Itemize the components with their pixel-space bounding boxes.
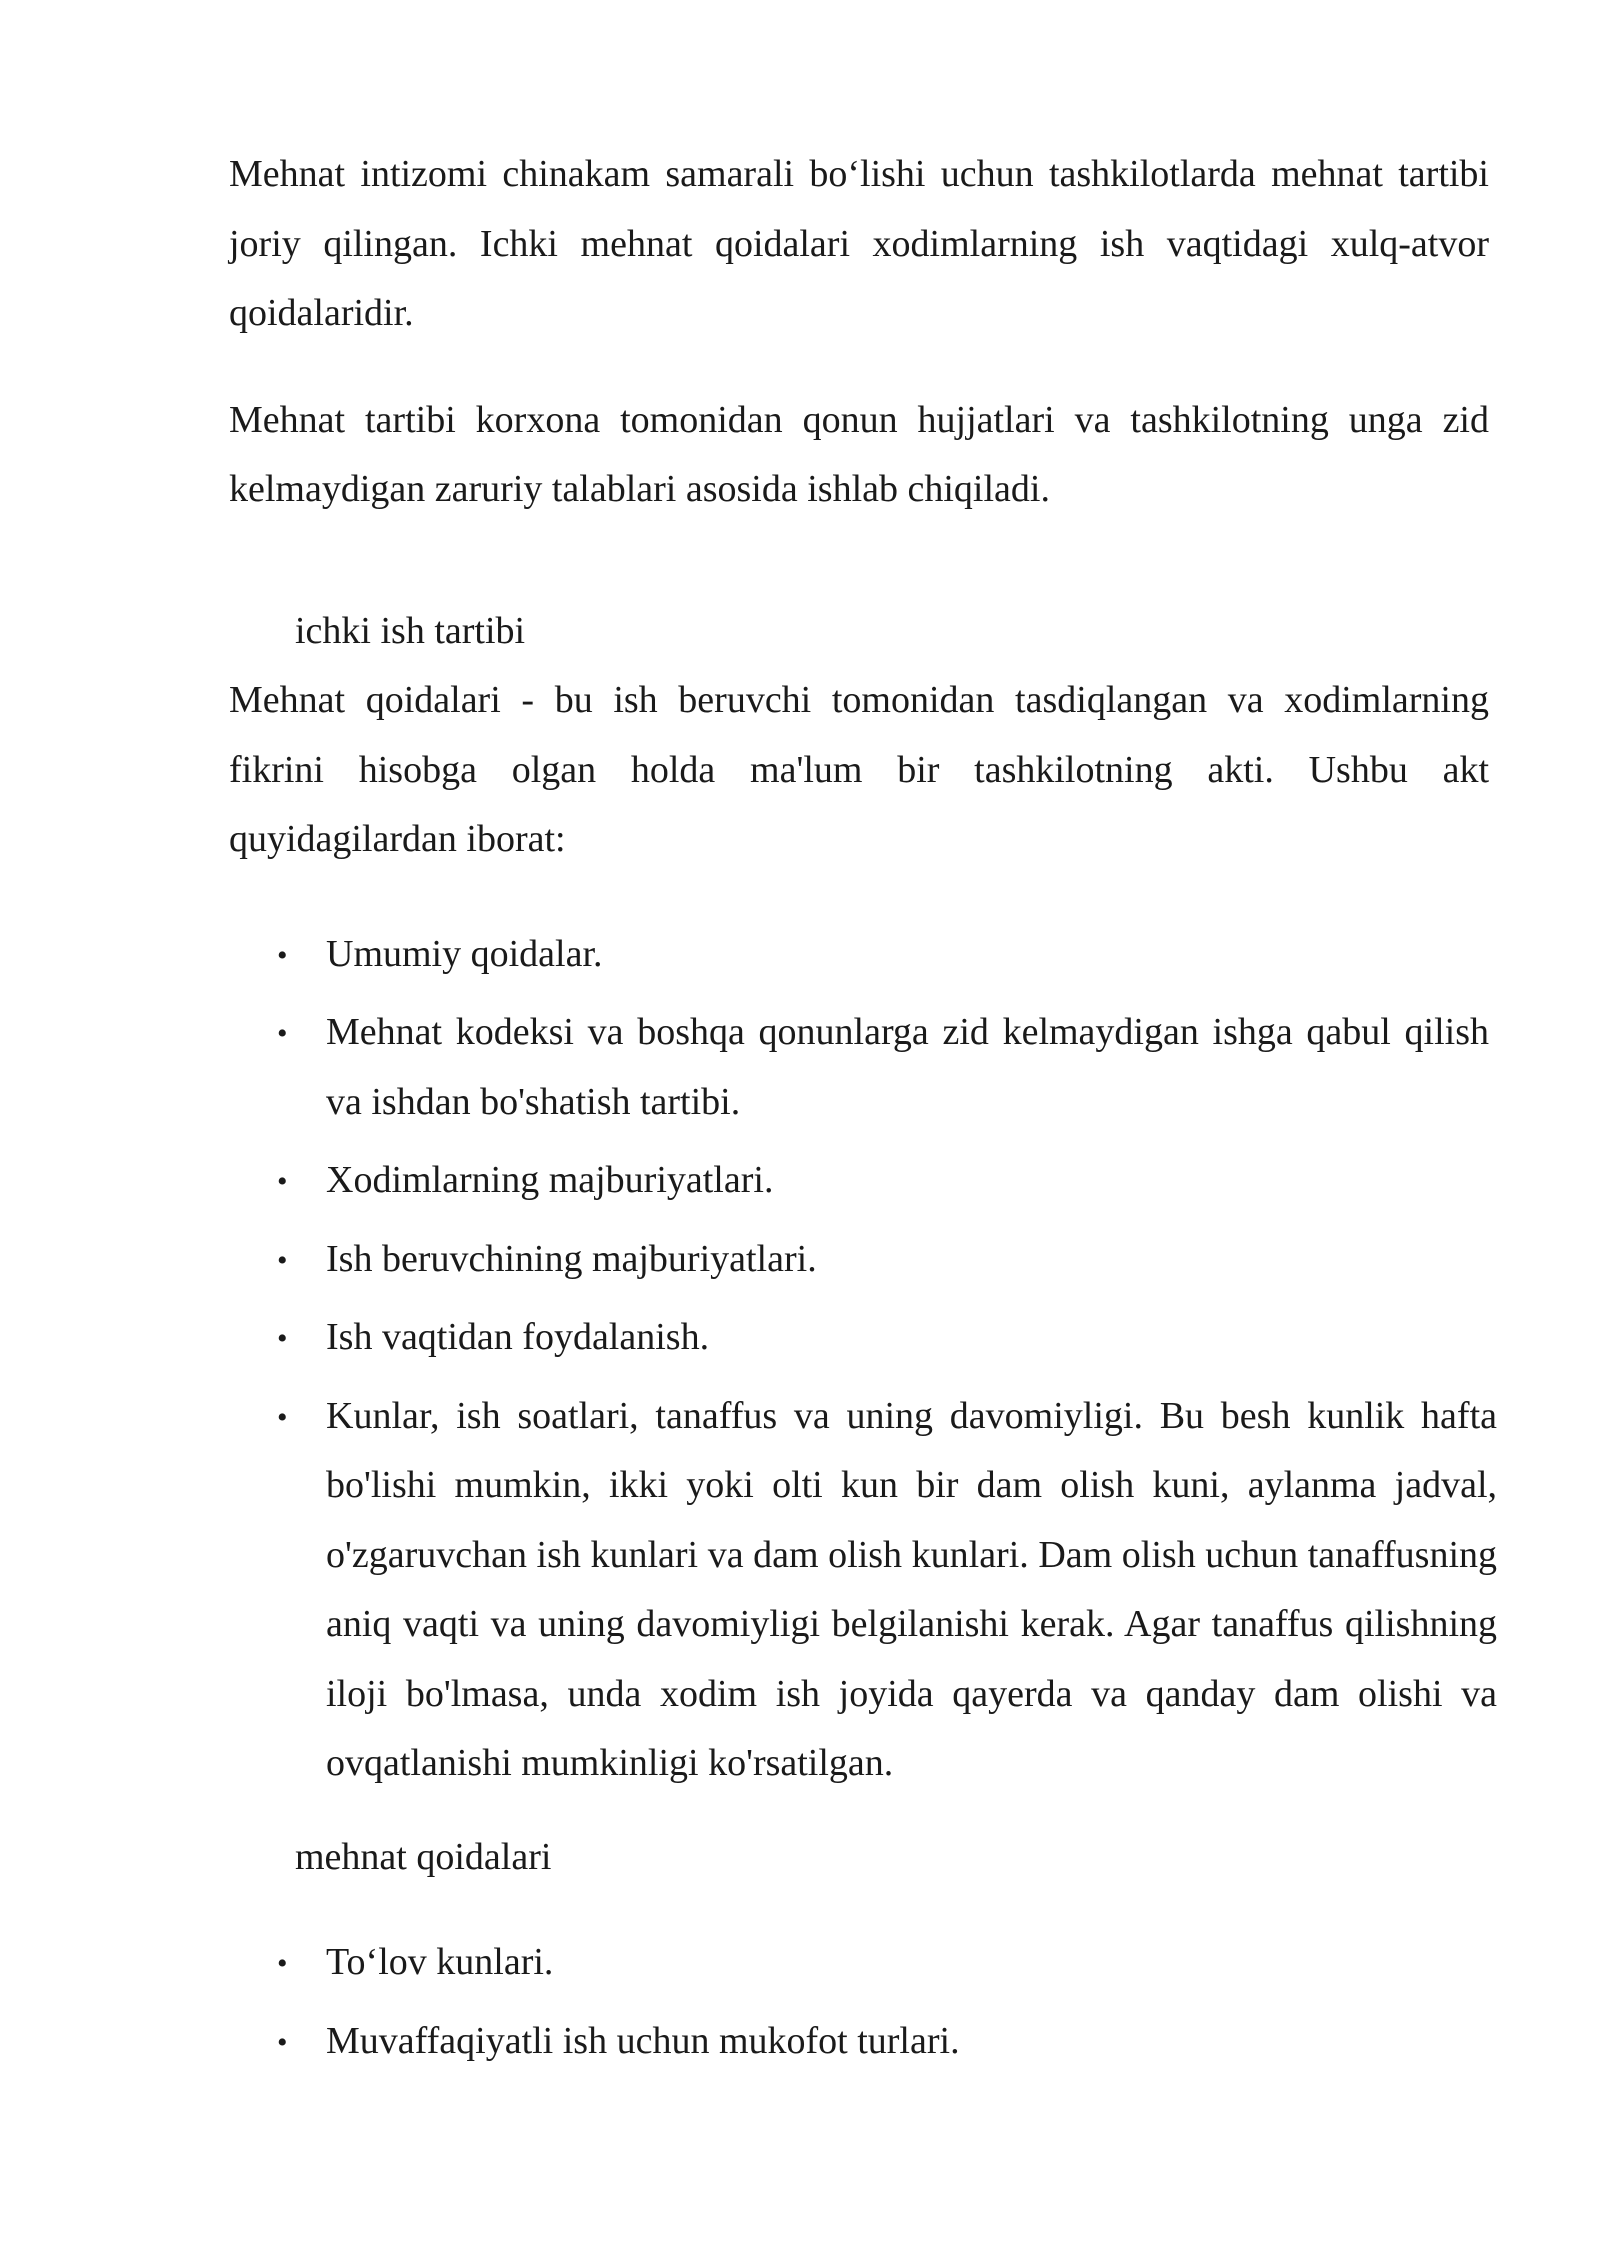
document-body [229,140,1497,2085]
list-item-text: To‘lov kunlari. [326,1941,554,1983]
list-item [229,1225,1489,1295]
list-item-text: Ish vaqtidan foydalanish. [326,1316,710,1358]
list-item-text: Xodimlarning majburiyatlari. [326,1159,774,1201]
paragraph-labor-discipline: Mehnat intizomi chinakam samarali bo‘lishi uchun tashkilotlarda mehnat tartibi joriy qilingan. Ichki mehnat qoidalari xodimlarning ish vaqtidagi xulq-atvor qoidalaridir. [229,153,1489,334]
bullet-icon: • [277,1165,288,1198]
list-item-text: Umumiy qoidalar. [326,932,603,975]
bullet-list-act-contents [229,920,1497,1799]
bullet-icon: • [277,1400,288,1434]
paragraph-labor-rules-definition: Mehnat qoidalari - bu ish beruvchi tomonidan tasdiqlangan va xodimlarning fikrini hisobga olgan holda ma'lum bir tashkilotning akti. Ushbu akt quyidagilardan iborat: [229,679,1489,860]
paragraph-labor-order: Mehnat tartibi korxona tomonidan qonun hujjatlari va tashkilotning unga zid kelmaydigan zaruriy talablari asosida ishlab chiqiladi. [229,398,1489,510]
bullet-icon: • [277,1322,288,1355]
list-item [229,1382,1497,1799]
list-item [229,1146,1489,1216]
bullet-icon: • [277,1243,288,1277]
list-item-text: Ish beruvchining majburiyatlari. [326,1237,817,1280]
section-heading-internal-order: ichki ish tartibi [295,609,526,652]
bullet-icon: • [277,1017,288,1050]
list-item [229,1303,1489,1373]
list-item-text: Muvaffaqiyatli ish uchun mukofot turlari. [326,2019,960,2062]
list-item-text: Mehnat kodeksi va boshqa qonunlarga zid kelmaydigan ishga qabul qilish va ishdan bo'shatish tartibi. [326,1011,1489,1123]
bullet-icon: • [277,1947,288,1980]
list-item [229,998,1489,1137]
section-heading-labor-rules: mehnat qoidalari [295,1835,552,1878]
list-item [229,2007,1489,2077]
list-item [229,920,1489,990]
list-item-text: Kunlar, ish soatlari, tanaffus va uning davomiyligi. Bu besh kunlik hafta bo'lishi mumkin, ikki yoki olti kun bir dam olish kuni, aylanma jadval, o'zgaruvchan ish kunlari va dam olish kunlari. Dam olish uchun tanaffusning aniq vaqti va uning davomiyligi belgilanishi kerak. Agar tanaffus qilishning iloji bo'lmasa, unda xodim ish joyida qayerda va qanday dam olishi va ovqatlanishi mumkinligi ko'rsatilgan. [326,1394,1497,1784]
bullet-icon: • [277,938,288,972]
bullet-list-labor-rules [229,1928,1489,2076]
bullet-icon: • [277,2025,288,2059]
list-item [229,1928,1489,1998]
